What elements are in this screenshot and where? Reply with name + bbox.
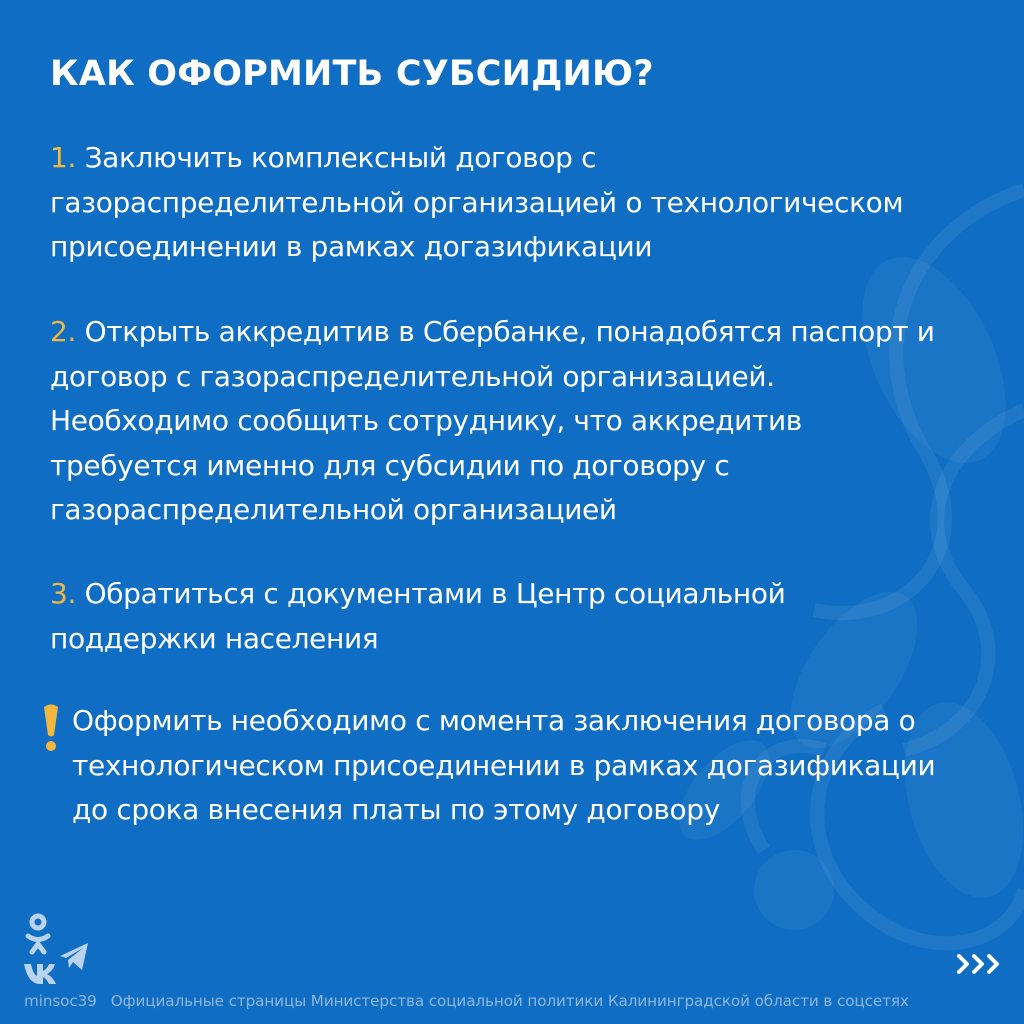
step-1-line-2: газораспределительной организацией о технологическом: [50, 185, 904, 219]
step-2-line-1: Открыть аккредитив в Сбербанке, понадобятся паспорт и: [84, 315, 935, 348]
warning-text: [72, 699, 935, 833]
exclamation-icon: [40, 703, 62, 753]
step-2-line-2: договор с газораспределительной организацией.: [50, 359, 775, 393]
warning-line-1: Оформить необходимо с момента заключения договора о: [72, 704, 916, 737]
step-1-line-3: присоединении в рамках догазификации: [50, 230, 653, 263]
step-2-number: 2.: [50, 315, 77, 348]
vk-icon[interactable]: [24, 964, 56, 984]
next-arrows-icon[interactable]: [956, 952, 1004, 976]
odnoklassniki-icon[interactable]: [28, 916, 48, 952]
social-icons: [22, 912, 92, 988]
step-3-line-1: Обратиться с документами в Центр социальной: [84, 577, 786, 610]
footer-handle: minsoc39: [24, 992, 97, 1010]
step-3: [50, 572, 1000, 661]
page-title: КАК ОФОРМИТЬ СУБСИДИЮ?: [50, 54, 654, 94]
step-1-number: 1.: [50, 141, 77, 174]
step-3-line-2: поддержки населения: [50, 621, 379, 655]
step-2-line-3: Необходимо сообщить сотруднику, что аккредитив: [50, 404, 802, 437]
step-2-line-4: требуется именно для субсидии по договору с: [50, 448, 730, 482]
step-1: [50, 136, 1000, 270]
step-2-line-5: газораспределительной организацией: [50, 493, 617, 526]
warning-line-2: технологическом присоединении в рамках догазификации: [72, 748, 936, 782]
footer: [24, 992, 909, 1010]
warning-line-3: до срока внесения платы по этому договору: [72, 793, 720, 826]
background-ornament: [604, 150, 1024, 980]
step-1-line-1: Заключить комплексный договор с: [84, 141, 597, 174]
step-2: [50, 310, 1000, 533]
footer-text: Официальные страницы Министерства социальной политики Калининградской области в соцсетях: [110, 992, 909, 1010]
telegram-icon[interactable]: [60, 943, 88, 970]
step-3-number: 3.: [50, 577, 77, 610]
